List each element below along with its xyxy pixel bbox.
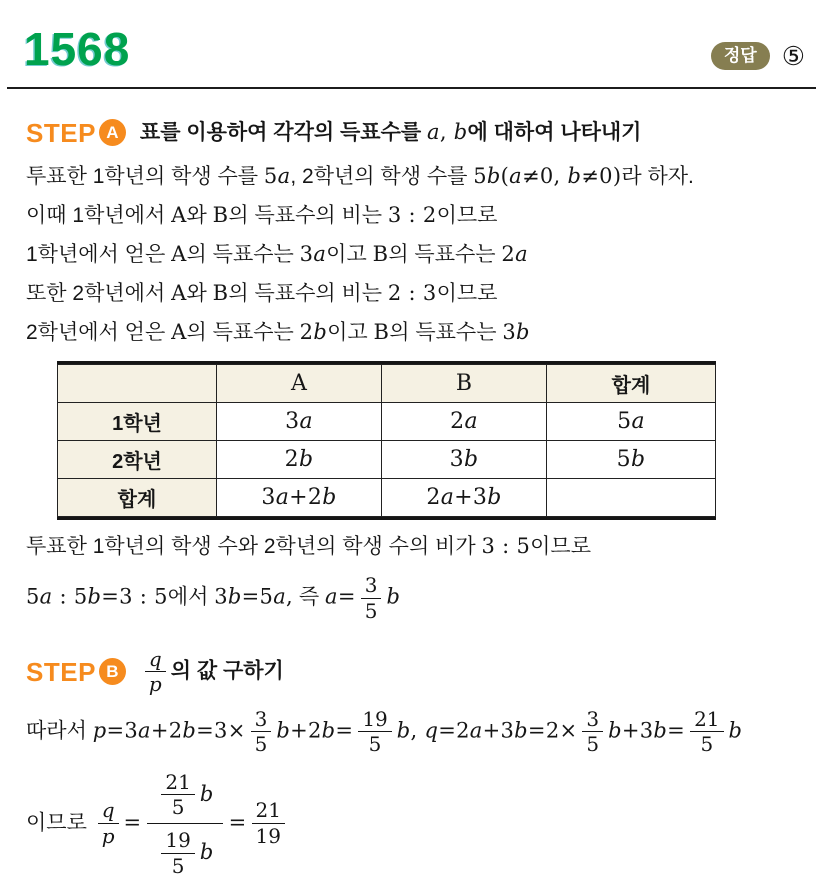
solution-line-2 bbox=[26, 201, 823, 231]
vote-count-table bbox=[57, 361, 716, 520]
math-run: = bbox=[123, 809, 142, 834]
math-run: p=3a+2b=3× bbox=[92, 718, 246, 743]
step-b-title bbox=[140, 648, 284, 696]
table-header-b: B bbox=[382, 365, 547, 403]
step-b-label: STEP bbox=[26, 656, 96, 687]
solution-line-9 bbox=[26, 770, 823, 878]
text-run: 투표한 1학년의 학생 수와 2학년의 학생 수의 비가 bbox=[26, 535, 482, 559]
solution-line-5 bbox=[26, 318, 823, 348]
table-row-grade1 bbox=[58, 403, 716, 441]
text-run: 의 득표수는 bbox=[186, 320, 300, 344]
text-run: 의 득표수의 비는 bbox=[228, 204, 388, 228]
page-header bbox=[0, 0, 823, 75]
text-run: 의 득표수의 비는 bbox=[228, 281, 388, 305]
fraction: $\frac{q}{p}$ bbox=[145, 648, 166, 696]
math-run: B bbox=[212, 203, 229, 228]
answer-group bbox=[711, 42, 805, 70]
fraction: $\frac{q}{p}$ bbox=[98, 799, 119, 847]
solution-line-6 bbox=[26, 532, 823, 562]
solution-line-4 bbox=[26, 279, 823, 309]
text-run: 에서 bbox=[167, 585, 215, 609]
text-run: 의 득표수는 bbox=[186, 242, 300, 266]
math-run: A bbox=[171, 203, 187, 228]
text-run: 즉 bbox=[293, 585, 325, 609]
step-b-heading bbox=[26, 648, 823, 696]
cell-grade1-b: 2a bbox=[382, 403, 547, 441]
text-run: 의 득표수는 bbox=[388, 242, 502, 266]
math-run: b bbox=[199, 781, 214, 806]
math-run: 3 : 5 bbox=[481, 534, 531, 559]
step-a-heading bbox=[26, 119, 823, 146]
text-run: 2학년에서 얻은 bbox=[26, 320, 172, 344]
big-fraction bbox=[147, 770, 222, 878]
math-run: b+2b= bbox=[276, 718, 354, 743]
text-run: 이므로 bbox=[26, 810, 93, 834]
cell-grade1-a: 3a bbox=[217, 403, 382, 441]
text-run: 이므로 bbox=[436, 281, 498, 305]
math-run: 3a bbox=[299, 241, 327, 266]
cell-grade2-total: 5b bbox=[547, 441, 716, 479]
math-run: 3b bbox=[502, 319, 530, 344]
fraction: $\frac{21}{5}$ bbox=[690, 708, 723, 756]
cell-total-b: 2a+3b bbox=[382, 479, 547, 517]
math-run: b bbox=[199, 840, 214, 865]
cell-grade2-a: 2b bbox=[217, 441, 382, 479]
math-run: B bbox=[373, 319, 390, 344]
math-run: a, b bbox=[426, 120, 468, 144]
math-run: A bbox=[171, 280, 187, 305]
table-header-row bbox=[58, 365, 716, 403]
fraction: $\frac{19}{5}$ bbox=[161, 829, 194, 877]
fraction: $\frac{21}{19}$ bbox=[252, 799, 285, 847]
text-run: 이므로 bbox=[436, 204, 498, 228]
fraction: $\frac{21}{5}$ bbox=[161, 771, 194, 819]
text-run: 이고 bbox=[327, 320, 374, 344]
text-run: 표를 이용하여 각각의 득표수를 bbox=[139, 121, 427, 144]
math-run: 5a bbox=[263, 164, 291, 189]
row-label-grade2: 2학년 bbox=[58, 441, 217, 479]
problem-number: 1568 bbox=[24, 23, 131, 75]
fraction: $\frac{3}{5}$ bbox=[361, 574, 382, 622]
fraction: $\frac{3}{5}$ bbox=[582, 708, 603, 756]
math-run: b bbox=[728, 718, 743, 743]
math-run: B bbox=[372, 241, 389, 266]
text-run: 라 하자. bbox=[621, 165, 694, 189]
math-run: 2 : 3 bbox=[387, 280, 437, 305]
text-run: 에 대하여 나타내기 bbox=[467, 121, 642, 144]
math-run: 2a bbox=[501, 241, 528, 266]
math-run: = bbox=[228, 809, 247, 834]
math-run: b+3b= bbox=[608, 718, 686, 743]
table-header-total: 합계 bbox=[547, 365, 716, 403]
cell-grade2-b: 3b bbox=[382, 441, 547, 479]
text-run: 와 bbox=[186, 281, 213, 305]
cell-total-a: 3a+2b bbox=[217, 479, 382, 517]
vote-count-table-grid bbox=[57, 364, 716, 517]
text-run: 이때 1학년에서 bbox=[26, 204, 172, 228]
solution-line-3 bbox=[26, 240, 823, 270]
math-run: A bbox=[171, 241, 187, 266]
answer-badge: 정답 bbox=[711, 42, 770, 70]
text-run: 투표한 1학년의 학생 수를 bbox=[26, 165, 264, 189]
text-run: 또한 2학년에서 bbox=[26, 281, 172, 305]
text-run: 따라서 bbox=[26, 719, 93, 743]
solution-line-1 bbox=[26, 162, 823, 192]
math-run: B bbox=[212, 280, 229, 305]
table-header-a: A bbox=[217, 365, 382, 403]
math-run: 5b(a≠0, b≠0) bbox=[473, 164, 622, 189]
math-run: 5a : 5b=3 : 5 bbox=[26, 584, 168, 609]
math-run: A bbox=[171, 319, 187, 344]
cell-grade1-total: 5a bbox=[547, 403, 716, 441]
text-run: 의 득표수는 bbox=[389, 320, 503, 344]
step-a-circle-icon: A bbox=[99, 119, 126, 146]
table-corner-cell bbox=[58, 365, 217, 403]
text-run: 와 bbox=[186, 204, 213, 228]
divider-line bbox=[7, 87, 816, 89]
table-row-total bbox=[58, 479, 716, 517]
row-label-total: 합계 bbox=[58, 479, 217, 517]
fraction: $\frac{19}{5}$ bbox=[358, 708, 391, 756]
text-run: 이므로 bbox=[530, 535, 591, 559]
solution-body bbox=[26, 162, 823, 877]
row-label-grade1: 1학년 bbox=[58, 403, 217, 441]
step-a-title bbox=[140, 119, 642, 146]
math-run: 3 : 2 bbox=[387, 203, 437, 228]
math-run: 2b bbox=[299, 319, 328, 344]
text-run: , 2학년의 학생 수를 bbox=[290, 165, 474, 189]
solution-line-7 bbox=[26, 574, 823, 622]
text-run: 1학년에서 얻은 bbox=[26, 242, 172, 266]
solution-line-8 bbox=[26, 708, 823, 756]
text-run: 의 값 구하기 bbox=[170, 659, 284, 683]
math-run: b, q=2a+3b=2× bbox=[396, 718, 578, 743]
cell-total-empty bbox=[547, 479, 716, 517]
step-a-label: STEP bbox=[26, 117, 96, 148]
math-run: a= bbox=[324, 584, 356, 609]
math-run: 3b=5a, bbox=[214, 584, 294, 609]
fraction: $\frac{3}{5}$ bbox=[251, 708, 272, 756]
table-row-grade2 bbox=[58, 441, 716, 479]
text-run: 이고 bbox=[326, 242, 373, 266]
math-run: b bbox=[386, 584, 401, 609]
step-b-circle-icon: B bbox=[99, 658, 126, 685]
answer-choice-number: ⑤ bbox=[781, 41, 805, 72]
